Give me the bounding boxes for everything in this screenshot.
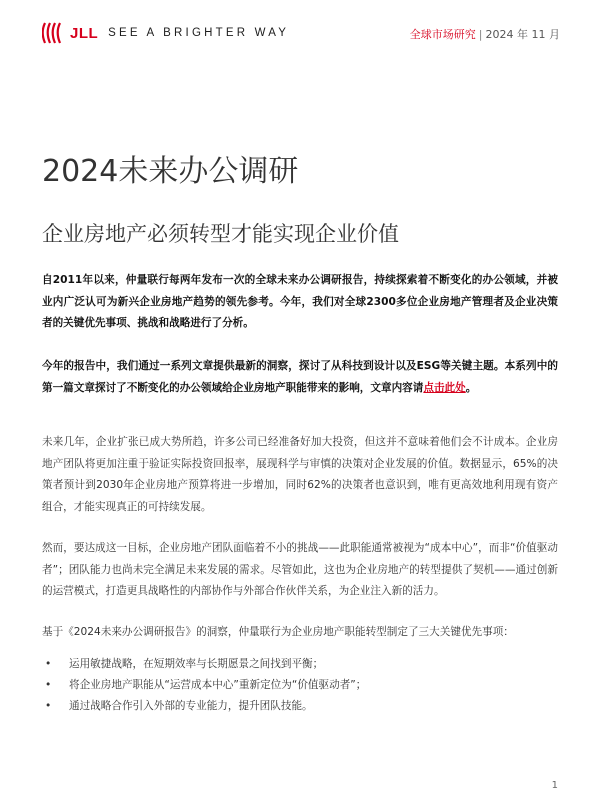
jll-logo bbox=[42, 22, 289, 44]
page-subtitle: 企业房地产必须转型才能实现企业价值 bbox=[42, 222, 399, 246]
list-item-text: 运用敏捷战略，在短期效率与长期愿景之间找到平衡； bbox=[69, 658, 324, 670]
bullet-icon: • bbox=[45, 658, 52, 670]
jll-logo-mark-icon bbox=[42, 22, 66, 44]
report-type: 全球市场研究 bbox=[409, 28, 476, 41]
body-paragraph-2: 然而，要达成这一目标，企业房地产团队面临着不小的挑战——此职能通常被视为“成本中心”，而非“价值驱动者”；团队能力也尚未完全满足未来发展的需求。尽管如此，这也为企业房地产的转型提供了契机——通过创新的运营模式，打造更具战略性的内部协作与外部合作伙伴关系，为企业注入新的活力。 bbox=[42, 542, 558, 597]
list-item bbox=[42, 654, 558, 675]
list-item-text: 通过战略合作引入外部的专业能力，提升团队技能。 bbox=[69, 700, 313, 712]
list-item-text: 将企业房地产职能从“运营成本中心”重新定位为“价值驱动者”； bbox=[69, 679, 367, 691]
report-meta bbox=[410, 26, 560, 42]
intro-paragraph-2 bbox=[42, 356, 558, 399]
header bbox=[42, 20, 560, 48]
priorities-list bbox=[42, 654, 558, 717]
intro-paragraph-2-end: 。 bbox=[465, 381, 477, 394]
logo-text: JLL bbox=[70, 24, 99, 42]
bullet-icon: • bbox=[45, 679, 52, 691]
list-item bbox=[42, 696, 558, 717]
body-paragraph-3: 基于《2024未来办公调研报告》的洞察，仲量联行为企业房地产职能转型制定了三大关键优先事项： bbox=[42, 626, 514, 638]
meta-separator: | bbox=[478, 28, 483, 41]
list-item bbox=[42, 675, 558, 696]
bullet-icon: • bbox=[45, 700, 52, 712]
body-paragraph-1: 未来几年，企业扩张已成大势所趋，许多公司已经准备好加大投资，但这并不意味着他们会不计成本。企业房地产团队将更加注重于验证实际投资回报率，展现科学与审慎的决策对企业发展的价值。数据显示，65%的决策者预计到2030年企业房地产预算将进一步增加，同时62%的决策者也意识到，唯有更高效地利用现有资产组合，才能实现真正的可持续发展。 bbox=[42, 436, 558, 513]
click-here-link[interactable]: 点击此处 bbox=[423, 381, 466, 394]
intro-paragraph-2-text: 今年的报告中，我们通过一系列文章提供最新的洞察，探讨了从科技到设计以及ESG等关键主题。本系列中的第一篇文章探讨了不断变化的办公领域给企业房地产职能带来的影响，文章内容请 bbox=[42, 360, 558, 394]
page-title: 2024未来办公调研 bbox=[42, 154, 299, 189]
page-number: 1 bbox=[551, 780, 558, 791]
report-date: 2024 年 11 月 bbox=[485, 28, 560, 41]
tagline: SEE A BRIGHTER WAY bbox=[108, 27, 290, 39]
intro-paragraph-1: 自2011年以来，仲量联行每两年发布一次的全球未来办公调研报告，持续探索着不断变化的办公领域，并被业内广泛认可为新兴企业房地产趋势的领先参考。今年，我们对全球2300多位企业房地产管理者及企业决策者的关键优先事项、挑战和战略进行了分析。 bbox=[42, 274, 558, 329]
